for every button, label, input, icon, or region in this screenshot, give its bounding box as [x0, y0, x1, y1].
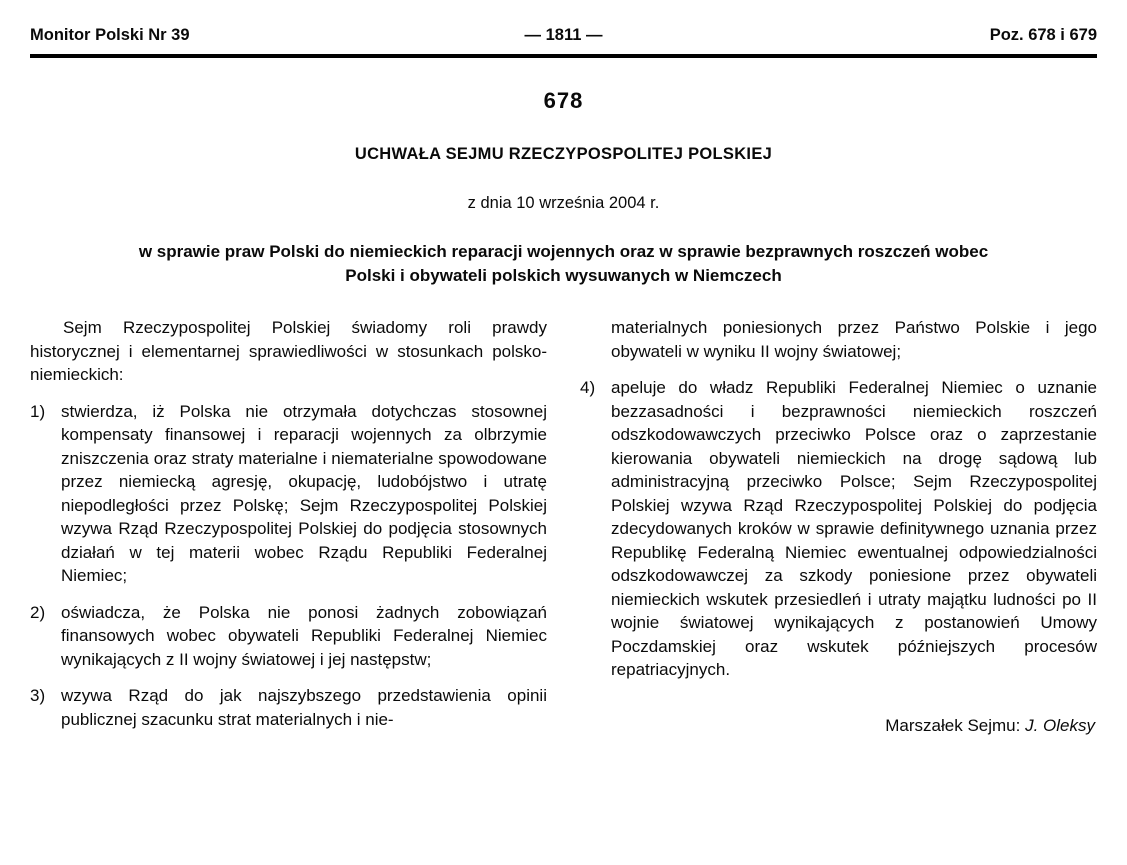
item-number: 1) — [30, 401, 46, 421]
act-title: UCHWAŁA SEJMU RZECZYPOSPOLITEJ POLSKIEJ — [354, 145, 773, 163]
signature-name: J. Oleksy — [1025, 715, 1095, 735]
item-text: oświadcza, że Polska nie ponosi żadnych zobowiązań finansowych wobec obywateli Republiki Federalnej Niemiec wynikających z II wojny światowej i jej następstw; — [61, 602, 547, 669]
act-subject — [30, 240, 1097, 288]
act-subject-line1: w sprawie praw Polski do niemieckich reparacji wojennych oraz w sprawie bezprawnych roszczeń wobec — [138, 242, 989, 261]
item-number: 2) — [30, 602, 46, 622]
journal-name: Monitor Polski Nr 39 — [30, 26, 190, 44]
page-number: — 1811 — — [524, 26, 603, 44]
position-number: Poz. 678 i 679 — [989, 26, 1098, 44]
list-item-1 — [30, 400, 547, 588]
running-header — [30, 26, 1097, 45]
intro-paragraph: Sejm Rzeczypospolitej Polskiej świadomy roli prawdy historycznej i elementarnej sprawiedliwości w stosunkach polsko-niemieckich: — [30, 318, 547, 384]
item-text: stwierdza, iż Polska nie otrzymała dotychczas stosownej kompensaty finansowej i reparacji wojennych za olbrzymie zniszczenia oraz straty materialne i niematerialne spowodowane przez niemiecką agresję, okupację, ludobójstwo i utratę niepodległości przez Polskę; Sejm Rzeczypospolitej Polskiej wzywa Rząd Rzeczypospolitej Polskiej do podjęcia stosownych działań w tej materii wobec Rządu Republiki Federalnej Niemiec; — [61, 401, 547, 585]
act-date: z dnia 10 września 2004 r. — [467, 194, 660, 212]
item-number: 3) — [30, 686, 46, 705]
item-text: apeluje do władz Republiki Federalnej Niemiec o uznanie bezzasadności i bezprawności niemieckich roszczeń odszkodowawczych przeciwko Polsce oraz o zaprzestanie kierowania obywateli niemieckich na drogę sądową lub administracyjną przeciwko Polsce; Sejm Rzeczypospolitej Polskiej wzywa Rząd Rzeczypospolitej Polskiej do podjęcia zdecydowanych kroków w sprawie definitywnego uznania przez Republikę Federalną Niemiec ewentualnej odpowiedzialności odszkodowawczej za szkody poniesione przez obywateli niemieckich wskutek przesiedleń i utraty majątku ludności po II wojnie światowej wynikających z postanowień Umowy Poczdamskiej oraz wskutek późniejszych procesów repatriacyjnych. — [611, 378, 1097, 679]
list-item-2 — [30, 601, 547, 672]
column-right — [580, 316, 1097, 744]
item-number: 4) — [580, 378, 596, 397]
item-text: wzywa Rząd do jak najszybszego przedstawienia opinii publicznej szacunku strat materialnych i nie- — [61, 686, 547, 729]
act-subject-line2: Polski i obywateli polskich wysuwanych w Niemczech — [345, 266, 782, 285]
signature — [580, 714, 1097, 738]
body-columns — [30, 316, 1097, 744]
list-item-4 — [580, 376, 1097, 682]
signature-label: Marszałek Sejmu: — [885, 715, 1026, 735]
list-item-3-continuation: materialnych poniesionych przez Państwo Polskie i jego obywateli w wyniku II wojny światowej; — [611, 318, 1097, 361]
act-number: 678 — [543, 88, 584, 113]
list-item-3 — [30, 684, 547, 731]
header-rule — [30, 54, 1097, 58]
column-left — [30, 316, 547, 744]
